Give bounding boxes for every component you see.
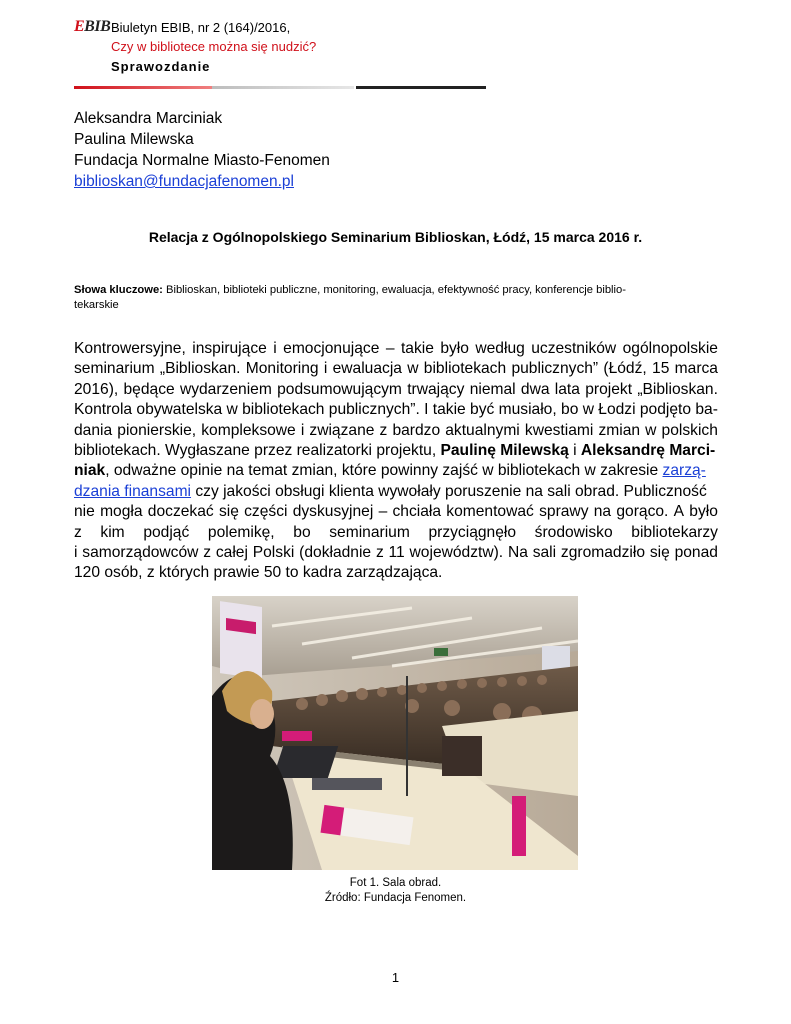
word: na <box>593 503 612 521</box>
word: 2016), <box>74 380 119 398</box>
word: dwa <box>520 380 550 398</box>
word: zgromadziło <box>560 544 645 562</box>
author-block <box>74 108 330 192</box>
word: seminarium <box>329 523 410 541</box>
word: marca <box>674 360 718 378</box>
word: się <box>218 503 239 521</box>
word: (dokładnie <box>299 544 372 562</box>
body-line <box>74 359 718 379</box>
word: części <box>244 503 288 521</box>
body-line <box>74 523 718 543</box>
word: dania <box>74 421 113 439</box>
word: 15 <box>652 360 670 378</box>
word: emocjonujące <box>283 340 380 357</box>
word: przyciągnęło <box>428 523 517 541</box>
body-line <box>74 543 718 563</box>
photo-illustration <box>212 596 578 870</box>
keywords-label: Słowa kluczowe: <box>74 284 163 296</box>
word: musiało, <box>498 401 557 419</box>
word: bibliotekarzy <box>631 523 718 541</box>
word: i <box>323 360 328 378</box>
word: polemikę, <box>207 523 275 541</box>
word: Kontrowersyjne, <box>74 340 186 357</box>
header-rule-red <box>74 86 212 89</box>
email-link[interactable]: biblioskan@fundacjafenomen.pl <box>74 173 294 190</box>
bulletin-issue: Biuletyn EBIB, nr 2 (164)/2016, <box>111 20 291 35</box>
word: Kontrola <box>74 401 133 419</box>
body-line: niak , odważne opinie na temat zmian, które powinny zajść w bibliotekach w zakresie zarzą- <box>74 461 718 481</box>
word: takie <box>400 340 434 357</box>
keywords-text: Biblioskan, biblioteki publiczne, monitoring, ewaluacja, efektywność pracy, konferencje biblio- <box>162 284 626 296</box>
word: środowisko <box>534 523 613 541</box>
body-line: dzania finansami czy jakości obsługi klienta wywołały poruszenie na sali obrad. Publiczność <box>74 482 718 502</box>
word: Na <box>507 544 528 562</box>
article-body <box>74 339 718 584</box>
word: mogła <box>100 503 143 521</box>
word: projekt <box>585 380 633 398</box>
word: publicznych” <box>511 360 599 378</box>
word: trwający <box>407 380 465 398</box>
word: ba- <box>695 401 718 419</box>
word: było <box>440 340 469 357</box>
caption-source: Źródło: Fundacja Fenomen. <box>324 892 467 904</box>
finance-link[interactable]: dzania finansami <box>74 482 192 500</box>
word: z <box>379 421 388 439</box>
word: Monitoring <box>245 360 319 378</box>
word: kompleksowe <box>201 421 296 439</box>
word: z <box>74 523 82 541</box>
word: w <box>407 360 419 378</box>
author-name: Aleksandra Marciniak <box>74 110 223 127</box>
photo-caption <box>0 876 791 906</box>
word: A <box>673 503 685 521</box>
body-line <box>74 400 718 420</box>
word: bo <box>293 523 311 541</box>
word: w <box>645 421 657 439</box>
word: bibliotekach <box>242 401 325 419</box>
finance-link[interactable]: zarzą- <box>662 462 706 480</box>
word: sprawy <box>539 503 589 521</box>
word: całej <box>215 544 248 562</box>
page-number: 1 <box>391 970 400 985</box>
word: Polski <box>252 544 295 562</box>
word: ponad <box>674 544 718 562</box>
word: będące <box>123 380 175 398</box>
word: bibliotekach <box>423 360 507 378</box>
word: Łodzi <box>598 401 636 419</box>
word: kwestiami <box>524 421 594 439</box>
word: komentować <box>446 503 534 521</box>
word: województw). <box>409 544 504 562</box>
caption-title: Fot 1. Sala obrad. <box>349 877 442 889</box>
header-rule-gray <box>212 86 354 89</box>
article-title: Relacja z Ogólnopolskiego Seminarium Biblioskan, Łódź, 15 marca 2016 r. <box>148 229 643 245</box>
ebib-logo: EBIB <box>74 18 111 35</box>
word: I <box>424 401 429 419</box>
word: obywatelska <box>136 401 223 419</box>
word: w <box>582 401 594 419</box>
word: z <box>375 544 384 562</box>
author-mention: Paulinę Milewską <box>440 442 569 460</box>
word: inspirujące <box>192 340 267 357</box>
word: (Łódź, <box>603 360 647 378</box>
author-organization: Fundacja Normalne Miasto-Fenomen <box>74 152 330 169</box>
word: podjąć <box>143 523 190 541</box>
word: – <box>385 340 395 357</box>
word: pionierskie, <box>117 421 197 439</box>
keywords <box>74 283 720 313</box>
word: 11 <box>388 544 405 562</box>
body-line <box>74 339 718 359</box>
word: było <box>689 503 718 521</box>
keywords-text: tekarskie <box>74 299 119 311</box>
word: – <box>378 503 388 521</box>
word: takie <box>432 401 466 419</box>
word: chciała <box>392 503 442 521</box>
word: się <box>649 544 670 562</box>
word: podsumowującym <box>277 380 402 398</box>
author-mention: Aleksandrę Marci- <box>580 442 716 460</box>
word: uczestników <box>531 340 617 357</box>
word: podjęto <box>639 401 692 419</box>
word: doczekać <box>147 503 214 521</box>
word: gorąco. <box>616 503 669 521</box>
body-line <box>74 421 718 441</box>
word: niemal <box>469 380 516 398</box>
issue-theme: Czy w bibliotece można się nudzić? <box>111 39 317 54</box>
body-line: bibliotekach. Wygłaszane przez realizatorki projektu, Paulinę Milewską i Aleksandrę Marci- <box>74 441 718 461</box>
word: aktualnymi <box>445 421 520 439</box>
word: nie <box>74 503 95 521</box>
word: według <box>475 340 525 357</box>
word: polskich <box>661 421 718 439</box>
word: publicznych”. <box>328 401 420 419</box>
word: w <box>226 401 238 419</box>
word: bardzo <box>392 421 441 439</box>
word: samorządowców <box>82 544 199 562</box>
word: związane <box>309 421 375 439</box>
author-mention: niak <box>74 462 106 480</box>
word: kim <box>100 523 125 541</box>
header-rule-black <box>356 86 486 89</box>
word: bo <box>561 401 579 419</box>
body-line <box>74 380 718 400</box>
word: ogólnopolskie <box>622 340 718 357</box>
word: sali <box>532 544 557 562</box>
section-name: Sprawozdanie <box>111 59 211 74</box>
word: być <box>470 401 495 419</box>
word: zmian <box>598 421 641 439</box>
word: z <box>203 544 212 562</box>
word: ewaluacja <box>332 360 402 378</box>
author-name: Paulina Milewska <box>74 131 194 148</box>
body-line <box>74 502 718 522</box>
word: dyskusyjnej <box>292 503 374 521</box>
conference-room-photo <box>212 596 578 870</box>
body-line: 120 osób, z których prawie 50 to kadra zarządzająca. <box>74 564 443 582</box>
word: wydarzeniem <box>179 380 272 398</box>
word: i <box>300 421 305 439</box>
word: i <box>273 340 277 357</box>
word: seminarium <box>74 360 155 378</box>
word: „Biblioskan. <box>637 380 718 398</box>
word: lata <box>554 380 580 398</box>
word: „Biblioskan. <box>159 360 241 378</box>
word: i <box>74 544 78 562</box>
